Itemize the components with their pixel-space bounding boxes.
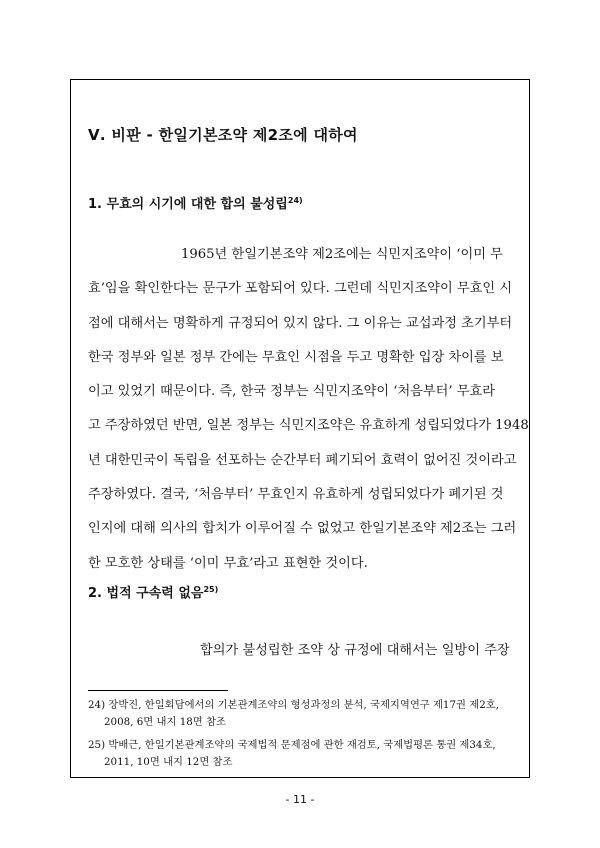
section-title: Ⅴ. 비판 - 한일기본조약 제2조에 대하여 [88, 126, 358, 144]
paragraph-line: 한 모호한 상태를 ‘이미 무효’라고 표현한 것이다. [88, 555, 368, 571]
paragraph-line: 주장하였다. 결국, ‘처음부터’ 무효인지 유효하게 성립되었다가 폐기된 것 [88, 487, 504, 503]
subsection-title-1 [88, 193, 303, 212]
footnote-24 [88, 697, 518, 731]
footnote-ref-24: 24) [287, 196, 303, 205]
subsection-title-1-text: 1. 무효의 시기에 대한 합의 불성립 [88, 197, 288, 212]
footnote-ref-25: 25) [203, 585, 219, 594]
subsection-title-2-text: 2. 법적 구속력 없음 [88, 586, 204, 601]
paragraph-1 [88, 238, 529, 581]
paragraph-line: 인지에 대해 의사의 합치가 이루어질 수 없었고 한일기본조약 제2조는 그러 [88, 521, 517, 537]
footnote-line: 2011, 10면 내지 12면 참조 [104, 756, 233, 768]
footnote-line: 25) 박배근, 한일기본관계조약의 국제법적 문제점에 관한 재검토, 국제법평론 통권 제34호, [88, 739, 496, 751]
footnote-line: 24) 장박진, 한일회담에서의 기본관계조약의 형성과정의 분석, 국제지역연구 제17권 제2호, [88, 699, 499, 711]
paragraph-2-start: 합의가 불성립한 조약 상 규정에 대해서는 일방이 주장 [200, 643, 510, 658]
paragraph-line: 1965년 한일기본조약 제2조에는 식민지조약이 ‘이미 무 [181, 247, 503, 262]
paragraph-line: 년 대한민국이 독립을 선포하는 순간부터 폐기되어 효력이 없어진 것이라고 [88, 452, 517, 468]
paragraph-line: 한국 정부와 일본 정부 간에는 무효인 시점을 두고 명확한 입장 차이를 보 [88, 349, 504, 365]
footnote-line: 2008, 6면 내지 18면 참조 [104, 716, 226, 728]
paragraph-line: 고 주장하였던 반면, 일본 정부는 식민지조약은 유효하게 성립되었다가 1948 [88, 418, 529, 434]
paragraph-line: 이고 있었기 때문이다. 즉, 한국 정부는 식민지조약이 ‘처음부터’ 무효라 [88, 384, 495, 400]
paragraph-line: 점에 대해서는 명확하게 규정되어 있지 않다. 그 이유는 교섭과정 초기부터 [88, 315, 513, 331]
footnote-25 [88, 737, 518, 771]
paragraph-line: 효’임을 확인한다는 문구가 포함되어 있다. 그런데 식민지조약이 무효인 시 [88, 281, 513, 297]
page-number: - 11 - [285, 793, 315, 806]
subsection-title-2 [88, 582, 218, 601]
footnote-divider [88, 690, 228, 691]
